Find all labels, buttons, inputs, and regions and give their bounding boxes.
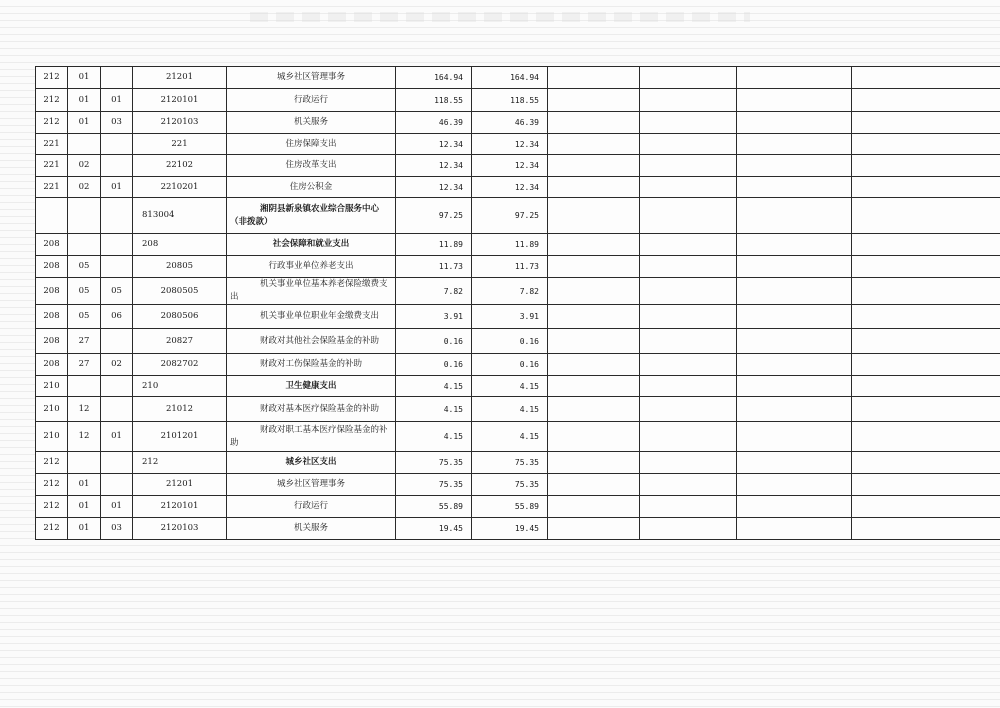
total-amount-cell: 97.25 bbox=[396, 198, 472, 234]
lei-cell: 212 bbox=[36, 474, 68, 496]
total-amount-cell: 46.39 bbox=[396, 112, 472, 134]
empty-cell bbox=[852, 422, 1000, 452]
subject-name-cell: 行政事业单位养老支出 bbox=[227, 256, 396, 278]
subject-name-cell: 湘阴县新泉镇农业综合服务中心（非拨款） bbox=[227, 198, 396, 234]
project-expenditure-cell bbox=[548, 134, 640, 155]
lei-cell: 221 bbox=[36, 134, 68, 155]
subject-name-cell: 住房改革支出 bbox=[227, 155, 396, 177]
basic-expenditure-cell: 12.34 bbox=[472, 155, 548, 177]
xiang-cell: 03 bbox=[101, 518, 133, 540]
xiang-cell: 01 bbox=[101, 89, 133, 112]
project-expenditure-cell bbox=[548, 354, 640, 376]
xiang-cell bbox=[101, 256, 133, 278]
empty-cell bbox=[737, 134, 852, 155]
subject-code-cell: 2120103 bbox=[133, 518, 227, 540]
empty-cell bbox=[737, 376, 852, 397]
basic-expenditure-cell: 7.82 bbox=[472, 278, 548, 305]
empty-cell bbox=[852, 155, 1000, 177]
subject-name-cell: 卫生健康支出 bbox=[227, 376, 396, 397]
project-expenditure-cell bbox=[548, 278, 640, 305]
empty-cell bbox=[852, 67, 1000, 89]
kuan-cell: 27 bbox=[68, 329, 101, 354]
empty-cell bbox=[737, 422, 852, 452]
total-amount-cell: 75.35 bbox=[396, 474, 472, 496]
kuan-cell bbox=[68, 134, 101, 155]
lei-cell: 212 bbox=[36, 452, 68, 474]
kuan-cell: 27 bbox=[68, 354, 101, 376]
subject-code-cell: 2101201 bbox=[133, 422, 227, 452]
empty-cell bbox=[852, 305, 1000, 329]
subject-code-cell: 21012 bbox=[133, 397, 227, 422]
project-expenditure-cell bbox=[548, 67, 640, 89]
lei-cell: 212 bbox=[36, 518, 68, 540]
empty-cell bbox=[852, 329, 1000, 354]
subject-code-cell: 2120103 bbox=[133, 112, 227, 134]
subject-name-cell: 财政对基本医疗保险基金的补助 bbox=[227, 397, 396, 422]
empty-cell bbox=[640, 452, 737, 474]
subject-name-cell: 机关事业单位基本养老保险缴费支出 bbox=[227, 278, 396, 305]
empty-cell bbox=[640, 234, 737, 256]
empty-cell bbox=[640, 329, 737, 354]
lei-cell: 210 bbox=[36, 422, 68, 452]
empty-cell bbox=[852, 278, 1000, 305]
empty-cell bbox=[640, 518, 737, 540]
empty-cell bbox=[640, 177, 737, 198]
subject-code-cell: 2082702 bbox=[133, 354, 227, 376]
empty-cell bbox=[640, 256, 737, 278]
table-row bbox=[36, 256, 1000, 278]
empty-cell bbox=[852, 198, 1000, 234]
project-expenditure-cell bbox=[548, 376, 640, 397]
subject-name-cell: 机关服务 bbox=[227, 112, 396, 134]
subject-code-cell: 221 bbox=[133, 134, 227, 155]
xiang-cell: 01 bbox=[101, 422, 133, 452]
empty-cell bbox=[737, 278, 852, 305]
empty-cell bbox=[640, 112, 737, 134]
subject-code-cell: 210 bbox=[133, 376, 227, 397]
subject-name-cell: 行政运行 bbox=[227, 496, 396, 518]
kuan-cell: 01 bbox=[68, 67, 101, 89]
empty-cell bbox=[640, 89, 737, 112]
empty-cell bbox=[640, 305, 737, 329]
empty-cell bbox=[852, 496, 1000, 518]
empty-cell bbox=[852, 354, 1000, 376]
table-row bbox=[36, 518, 1000, 540]
subject-code-cell: 2080505 bbox=[133, 278, 227, 305]
table-row bbox=[36, 376, 1000, 397]
kuan-cell: 12 bbox=[68, 397, 101, 422]
empty-cell bbox=[737, 474, 852, 496]
project-expenditure-cell bbox=[548, 177, 640, 198]
kuan-cell: 01 bbox=[68, 112, 101, 134]
empty-cell bbox=[640, 422, 737, 452]
subject-code-cell: 208 bbox=[133, 234, 227, 256]
table-row bbox=[36, 67, 1000, 89]
kuan-cell: 05 bbox=[68, 278, 101, 305]
empty-cell bbox=[852, 112, 1000, 134]
basic-expenditure-cell: 4.15 bbox=[472, 376, 548, 397]
xiang-cell bbox=[101, 198, 133, 234]
subject-code-cell: 2210201 bbox=[133, 177, 227, 198]
lei-cell: 212 bbox=[36, 112, 68, 134]
lei-cell: 210 bbox=[36, 397, 68, 422]
total-amount-cell: 7.82 bbox=[396, 278, 472, 305]
subject-name-cell: 城乡社区支出 bbox=[227, 452, 396, 474]
xiang-cell: 05 bbox=[101, 278, 133, 305]
empty-cell bbox=[852, 89, 1000, 112]
table-row bbox=[36, 354, 1000, 376]
total-amount-cell: 11.73 bbox=[396, 256, 472, 278]
empty-cell bbox=[852, 452, 1000, 474]
xiang-cell bbox=[101, 452, 133, 474]
kuan-cell: 01 bbox=[68, 474, 101, 496]
xiang-cell: 02 bbox=[101, 354, 133, 376]
lei-cell: 212 bbox=[36, 67, 68, 89]
empty-cell bbox=[640, 376, 737, 397]
lei-cell: 208 bbox=[36, 354, 68, 376]
subject-name-cell: 机关事业单位职业年金缴费支出 bbox=[227, 305, 396, 329]
basic-expenditure-cell: 46.39 bbox=[472, 112, 548, 134]
subject-name-cell: 城乡社区管理事务 bbox=[227, 474, 396, 496]
lei-cell: 221 bbox=[36, 155, 68, 177]
lei-cell: 208 bbox=[36, 256, 68, 278]
total-amount-cell: 19.45 bbox=[396, 518, 472, 540]
total-amount-cell: 0.16 bbox=[396, 329, 472, 354]
empty-cell bbox=[852, 234, 1000, 256]
xiang-cell bbox=[101, 397, 133, 422]
table-row bbox=[36, 422, 1000, 452]
table-row bbox=[36, 397, 1000, 422]
kuan-cell bbox=[68, 198, 101, 234]
table-row bbox=[36, 89, 1000, 112]
basic-expenditure-cell: 75.35 bbox=[472, 452, 548, 474]
project-expenditure-cell bbox=[548, 474, 640, 496]
empty-cell bbox=[737, 155, 852, 177]
subject-code-cell: 813004 bbox=[133, 198, 227, 234]
empty-cell bbox=[737, 177, 852, 198]
lei-cell: 208 bbox=[36, 234, 68, 256]
table-row bbox=[36, 305, 1000, 329]
kuan-cell: 02 bbox=[68, 177, 101, 198]
subject-name-cell: 机关服务 bbox=[227, 518, 396, 540]
project-expenditure-cell bbox=[548, 329, 640, 354]
xiang-cell: 01 bbox=[101, 496, 133, 518]
kuan-cell: 05 bbox=[68, 305, 101, 329]
kuan-cell: 01 bbox=[68, 518, 101, 540]
empty-cell bbox=[737, 397, 852, 422]
empty-cell bbox=[640, 354, 737, 376]
empty-cell bbox=[852, 376, 1000, 397]
empty-cell bbox=[852, 177, 1000, 198]
xiang-cell bbox=[101, 329, 133, 354]
empty-cell bbox=[640, 397, 737, 422]
subject-name-cell: 社会保障和就业支出 bbox=[227, 234, 396, 256]
table-row bbox=[36, 329, 1000, 354]
subject-code-cell: 2120101 bbox=[133, 89, 227, 112]
basic-expenditure-cell: 12.34 bbox=[472, 177, 548, 198]
project-expenditure-cell bbox=[548, 155, 640, 177]
basic-expenditure-cell: 164.94 bbox=[472, 67, 548, 89]
basic-expenditure-cell: 12.34 bbox=[472, 134, 548, 155]
table-row bbox=[36, 474, 1000, 496]
subject-name-cell: 住房公积金 bbox=[227, 177, 396, 198]
subject-code-cell: 2080506 bbox=[133, 305, 227, 329]
project-expenditure-cell bbox=[548, 422, 640, 452]
empty-cell bbox=[852, 397, 1000, 422]
xiang-cell bbox=[101, 234, 133, 256]
basic-expenditure-cell: 0.16 bbox=[472, 329, 548, 354]
empty-cell bbox=[640, 67, 737, 89]
xiang-cell bbox=[101, 155, 133, 177]
subject-code-cell: 20805 bbox=[133, 256, 227, 278]
empty-cell bbox=[737, 329, 852, 354]
empty-cell bbox=[737, 518, 852, 540]
kuan-cell: 01 bbox=[68, 89, 101, 112]
project-expenditure-cell bbox=[548, 198, 640, 234]
scan-artifact bbox=[250, 12, 750, 22]
table-row bbox=[36, 234, 1000, 256]
subject-name-cell: 财政对其他社会保险基金的补助 bbox=[227, 329, 396, 354]
table-row bbox=[36, 155, 1000, 177]
subject-name-cell: 住房保障支出 bbox=[227, 134, 396, 155]
basic-expenditure-cell: 4.15 bbox=[472, 397, 548, 422]
xiang-cell: 01 bbox=[101, 177, 133, 198]
total-amount-cell: 12.34 bbox=[396, 177, 472, 198]
subject-code-cell: 22102 bbox=[133, 155, 227, 177]
table-row bbox=[36, 177, 1000, 198]
basic-expenditure-cell: 11.73 bbox=[472, 256, 548, 278]
empty-cell bbox=[640, 496, 737, 518]
basic-expenditure-cell: 4.15 bbox=[472, 422, 548, 452]
subject-code-cell: 21201 bbox=[133, 474, 227, 496]
empty-cell bbox=[737, 89, 852, 112]
empty-cell bbox=[640, 155, 737, 177]
total-amount-cell: 118.55 bbox=[396, 89, 472, 112]
kuan-cell bbox=[68, 376, 101, 397]
lei-cell: 208 bbox=[36, 278, 68, 305]
lei-cell bbox=[36, 198, 68, 234]
table-row bbox=[36, 198, 1000, 234]
subject-name-cell: 行政运行 bbox=[227, 89, 396, 112]
subject-code-cell: 20827 bbox=[133, 329, 227, 354]
total-amount-cell: 0.16 bbox=[396, 354, 472, 376]
xiang-cell bbox=[101, 376, 133, 397]
lei-cell: 221 bbox=[36, 177, 68, 198]
xiang-cell: 03 bbox=[101, 112, 133, 134]
kuan-cell bbox=[68, 452, 101, 474]
basic-expenditure-cell: 55.89 bbox=[472, 496, 548, 518]
empty-cell bbox=[737, 112, 852, 134]
empty-cell bbox=[737, 67, 852, 89]
xiang-cell bbox=[101, 474, 133, 496]
table-body bbox=[36, 67, 1000, 540]
total-amount-cell: 12.34 bbox=[396, 134, 472, 155]
basic-expenditure-cell: 0.16 bbox=[472, 354, 548, 376]
project-expenditure-cell bbox=[548, 397, 640, 422]
total-amount-cell: 164.94 bbox=[396, 67, 472, 89]
xiang-cell: 06 bbox=[101, 305, 133, 329]
empty-cell bbox=[737, 354, 852, 376]
xiang-cell bbox=[101, 67, 133, 89]
empty-cell bbox=[852, 134, 1000, 155]
empty-cell bbox=[640, 474, 737, 496]
subject-name-cell: 财政对职工基本医疗保险基金的补助 bbox=[227, 422, 396, 452]
total-amount-cell: 55.89 bbox=[396, 496, 472, 518]
empty-cell bbox=[737, 305, 852, 329]
total-amount-cell: 4.15 bbox=[396, 422, 472, 452]
subject-code-cell: 212 bbox=[133, 452, 227, 474]
kuan-cell bbox=[68, 234, 101, 256]
lei-cell: 210 bbox=[36, 376, 68, 397]
basic-expenditure-cell: 3.91 bbox=[472, 305, 548, 329]
empty-cell bbox=[640, 134, 737, 155]
empty-cell bbox=[737, 198, 852, 234]
project-expenditure-cell bbox=[548, 305, 640, 329]
subject-code-cell: 2120101 bbox=[133, 496, 227, 518]
total-amount-cell: 4.15 bbox=[396, 397, 472, 422]
project-expenditure-cell bbox=[548, 496, 640, 518]
table-row bbox=[36, 278, 1000, 305]
basic-expenditure-cell: 11.89 bbox=[472, 234, 548, 256]
table-row bbox=[36, 134, 1000, 155]
empty-cell bbox=[737, 234, 852, 256]
table-row bbox=[36, 112, 1000, 134]
subject-code-cell: 21201 bbox=[133, 67, 227, 89]
project-expenditure-cell bbox=[548, 452, 640, 474]
basic-expenditure-cell: 118.55 bbox=[472, 89, 548, 112]
budget-expenditure-table bbox=[35, 66, 1000, 540]
total-amount-cell: 3.91 bbox=[396, 305, 472, 329]
empty-cell bbox=[640, 198, 737, 234]
table-row bbox=[36, 452, 1000, 474]
project-expenditure-cell bbox=[548, 256, 640, 278]
empty-cell bbox=[640, 278, 737, 305]
empty-cell bbox=[852, 256, 1000, 278]
total-amount-cell: 11.89 bbox=[396, 234, 472, 256]
project-expenditure-cell bbox=[548, 112, 640, 134]
basic-expenditure-cell: 75.35 bbox=[472, 474, 548, 496]
total-amount-cell: 4.15 bbox=[396, 376, 472, 397]
basic-expenditure-cell: 97.25 bbox=[472, 198, 548, 234]
lei-cell: 208 bbox=[36, 329, 68, 354]
project-expenditure-cell bbox=[548, 518, 640, 540]
total-amount-cell: 75.35 bbox=[396, 452, 472, 474]
kuan-cell: 05 bbox=[68, 256, 101, 278]
total-amount-cell: 12.34 bbox=[396, 155, 472, 177]
empty-cell bbox=[737, 256, 852, 278]
empty-cell bbox=[852, 518, 1000, 540]
project-expenditure-cell bbox=[548, 234, 640, 256]
kuan-cell: 02 bbox=[68, 155, 101, 177]
empty-cell bbox=[852, 474, 1000, 496]
xiang-cell bbox=[101, 134, 133, 155]
empty-cell bbox=[737, 496, 852, 518]
basic-expenditure-cell: 19.45 bbox=[472, 518, 548, 540]
kuan-cell: 12 bbox=[68, 422, 101, 452]
subject-name-cell: 城乡社区管理事务 bbox=[227, 67, 396, 89]
lei-cell: 212 bbox=[36, 496, 68, 518]
lei-cell: 212 bbox=[36, 89, 68, 112]
lei-cell: 208 bbox=[36, 305, 68, 329]
project-expenditure-cell bbox=[548, 89, 640, 112]
table-row bbox=[36, 496, 1000, 518]
subject-name-cell: 财政对工伤保险基金的补助 bbox=[227, 354, 396, 376]
kuan-cell: 01 bbox=[68, 496, 101, 518]
empty-cell bbox=[737, 452, 852, 474]
